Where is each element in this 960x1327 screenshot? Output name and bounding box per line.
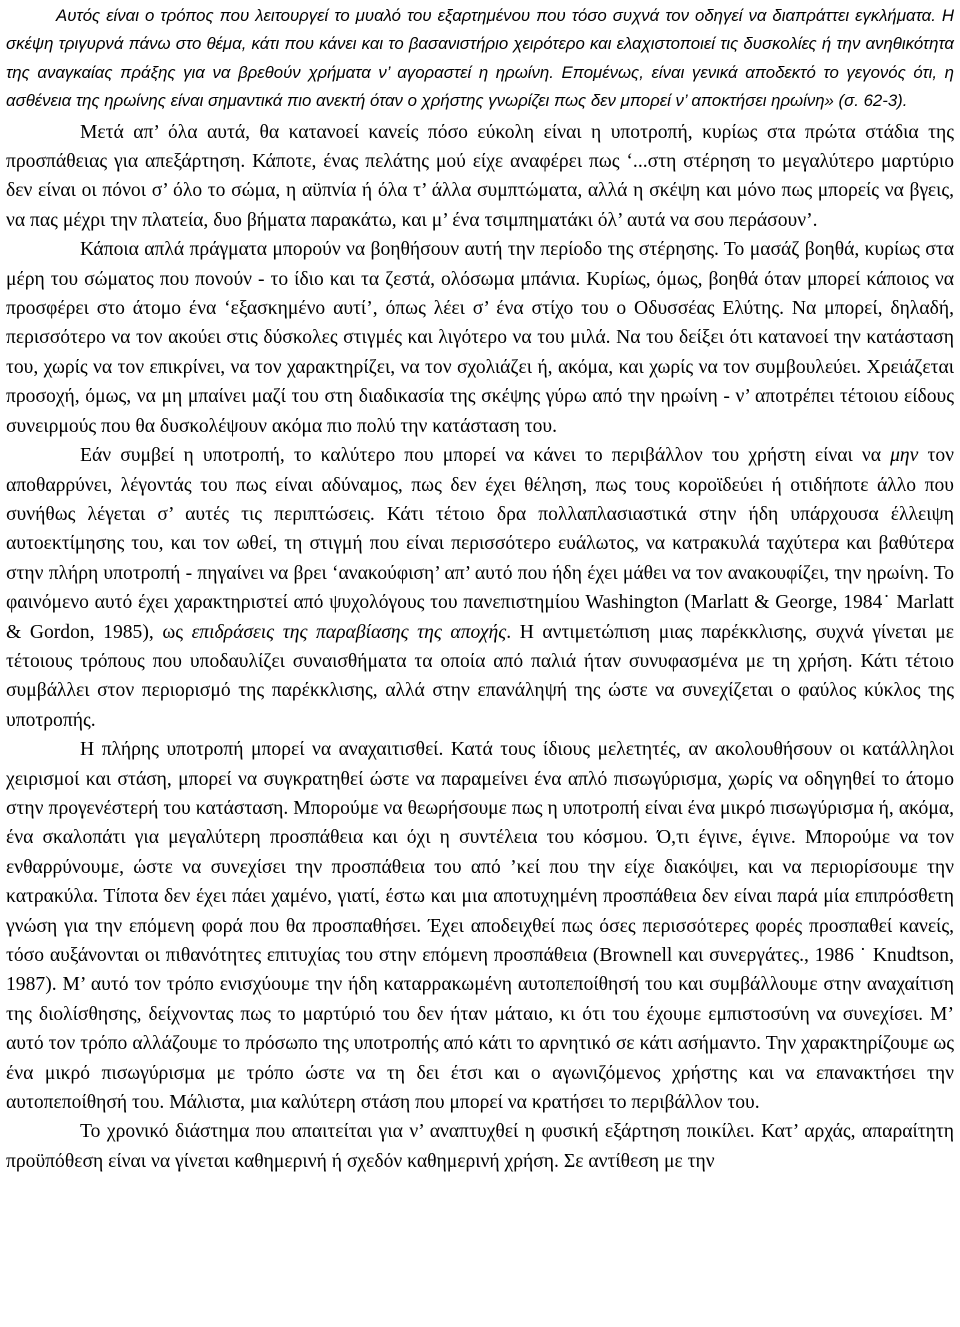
quote-paragraph: Αυτός είναι ο τρόπος που λειτουργεί το μυαλό του εξαρτημένου που τόσο συχνά τον οδηγεί να διαπράττει εγκλήματα. Η σκέψη τριγυρνά πάνω στο θέμα, κάτι που κάνει και το βασανιστήριο χειρότερο και ελαχιστοποιεί τις δυσκολίες ή την ανηθικότητα της αναγκαίας πράξης για να βρεθούν χρήματα ν’ αγοραστεί η ηρωίνη. Επομένως, είναι γενικά αποδεκτό το γεγονός ότι, η ασθένεια της ηρωίνης είναι σημαντικά πιο ανεκτή όταν ο χρήστης γνωρίζει πως δεν μπορεί ν’ αποκτήσει ηρωίνη» (σ. 62-3). xyxy=(6,6,954,111)
body-paragraph-relapse-ease: Μετά απ’ όλα αυτά, θα κατανοεί κανείς πόσο εύκολη είναι η υποτροπή, κυρίως στα πρώτα στάδια της προσπάθειας για απεξάρτηση. Κάποτε, ένας πελάτης μού είχε αναφέρει πως ‘...στη στέρηση το μεγαλύτερο μαρτύριο δεν είναι οι πόνοι σ’ όλο το σώμα, η αϋπνία ή όλα τ’ άλλα συμπτώματα, αλλά η σκέψη και μόνο πως μπορείς να βγεις, να πας μέχρι την πλατεία, δυο βήματα παρακάτω, και μ’ ένα τσιμπηματάκι όλ’ αυτά να σου περάσουν’. xyxy=(6,121,954,231)
text-run: τον αποθαρρύνει, λέγοντάς του πως είναι αδύναμος, πως δεν έχει θέληση, πως τους κοροϊδεύει ή οτιδήποτε άλλο που συνήθως λέγεται σ’ αυτές τις περιπτώσεις. Κάτι τέτοιο δρα πολλαπλασιαστικά στην ήδη υπάρχουσα έλλειψη αυτοεκτίμησης του, και τον ωθεί, τη στιγμή που είναι περισσότερο ευάλωτος, να κατρακυλά ταχύτερα και βαθύτερα στην πλήρη υποτροπή - πηγαίνει να βρει ‘ανακούφιση’ απ’ αυτό που ήδη έχει μάθει να τον ανακουφίζει, την ηρωίνη. Το φαινόμενο αυτό έχει χαρακτηριστεί από ψυχολόγους του πανεπιστημίου Washington (Marlatt & George, 1984˙ Marlatt & Gordon, 1985), ως xyxy=(6,445,954,643)
text-run: Εάν συμβεί η υποτροπή, το καλύτερο που μπορεί να κάνει το περιβάλλον του χρήστη είναι να xyxy=(80,445,891,467)
body-paragraph-withdrawal-help: Κάποια απλά πράγματα μπορούν να βοηθήσουν αυτή την περίοδο της στέρησης. Το μασάζ βοηθά, κυρίως στα μέρη του σώματος που πονούν - το ίδιο και τα ζεστά, ολόσωμα μπάνια. Κυρίως, όμως, βοηθά όταν μπορεί κάποιος να προσφέρει στο άτομο ένα ‘εξασκημένο αυτί’, όπως λέει σ’ ένα στίχο του ο Οδυσσέας Ελύτης. Να μπορεί, δηλαδή, περισσότερο να τον ακούει στις δύσκολες στιγμές και λιγότερο να του μιλά. Να του δείξει ότι κατανοεί την κατάσταση του, χωρίς να τον επικρίνει, να τον χαρακτηρίζει, να τον σχολιάζει ή, ακόμα, και χωρίς να τον συμβουλεύει. Χρειάζεται προσοχή, όμως, να μη μπαίνει μαζί του στη διαδικασία της σκέψης γύρω από την ηρωίνη - ν’ αποτρέπει τέτοιου είδους συνειρμούς που θα δυσκολέψουν ακόμα πιο πολύ την κατάσταση του. xyxy=(6,239,954,437)
emphasis-text: μην xyxy=(890,445,919,467)
emphasis-text: επιδράσεις της παραβίασης της αποχής xyxy=(191,621,507,643)
text-run: . Η αντιμετώπιση μιας παρέκκλισης, συχνά γίνεται με τέτοιους τρόπους που υποδαυλίζει συναισθήματα τα οποία από παλιά ήταν συνυφασμένα με τη χρήση. Κάτι τέτοιο συμβάλλει στον περιορισμό της παρέκκλισης, αλλά στην επανάληψή της ώστε να συνεχίζεται ο φαύλος κύκλος της υποτροπής. xyxy=(6,621,954,731)
body-paragraph-relapse-containment: Η πλήρης υποτροπή μπορεί να αναχαιτισθεί. Κατά τους ίδιους μελετητές, αν ακολουθήσουν οι κατάλληλοι χειρισμοί και στάση, μπορεί να συγκρατηθεί ώστε να παραμείνει ένα απλό πισωγύρισμα, χωρίς να οδηγηθεί το άτομο στην προγενέστερή του κατάσταση. Μπορούμε να θεωρήσουμε πως η υποτροπή είναι ένα μικρό πισωγύρισμα ή, ακόμα, ένα σκαλοπάτι για μεγαλύτερη προσπάθεια και όχι η συντέλεια του κόσμου. Ό,τι έγινε, έγινε. Μπορούμε να τον ενθαρρύνουμε, ώστε να συνεχίσει την προσπάθεια του από ’κεί που την είχε διακόψει, και να περιορίσουμε την κατρακύλα. Τίποτα δεν έχει πάει χαμένο, γιατί, έστω και μια αποτυχημένη προσπάθεια δεν είναι παρά μία επιπρόσθετη γνώση για την επόμενη φορά που θα προσπαθήσει. Έχει αποδειχθεί πως όσες περισσότερες φορές προσπαθεί κανείς, τόσο αυξάνονται οι πιθανότητες επιτυχίας του στην επόμενη προσπάθεια (Brownell και συνεργάτες., 1986 ˙ Knudtson, 1987). Μ’ αυτό τον τρόπο ενισχύουμε την ήδη καταρρακωμένη αυτοπεποίθησή του και συμβάλλουμε στην αναχαίτιση της διολίσθησης, δείχνοντας πως το μαρτύριό του δεν ήταν μάταιο, κι ότι του έχουμε εμπιστοσύνη να συνεχίσει. Μ’ αυτό τον τρόπο αλλάζουμε το πρόσωπο της υποτροπής από κάτι το αρνητικό σε κάτι ασήμαντο. Την χαρακτηρίζουμε ως ένα μικρό πισωγύρισμα με τρόπο ώστε να τη δει έτσι και ο αγωνιζόμενος χρήστης και να επανακτήσει την αυτοπεποίθησή του. Μάλιστα, μια καλύτερη στάση που μπορεί να κρατήσει το περιβάλλον του. xyxy=(6,739,954,1114)
body-paragraph-dependence-time: Το χρονικό διάστημα που απαιτείται για ν’ αναπτυχθεί η φυσική εξάρτηση ποικίλει. Κατ’ αρχάς, απαραίτητη προϋπόθεση είναι να γίνεται καθημερινή ή σχεδόν καθημερινή χρήση. Σε αντίθεση με την xyxy=(6,1121,954,1172)
body-paragraph-relapse-response xyxy=(6,441,954,735)
